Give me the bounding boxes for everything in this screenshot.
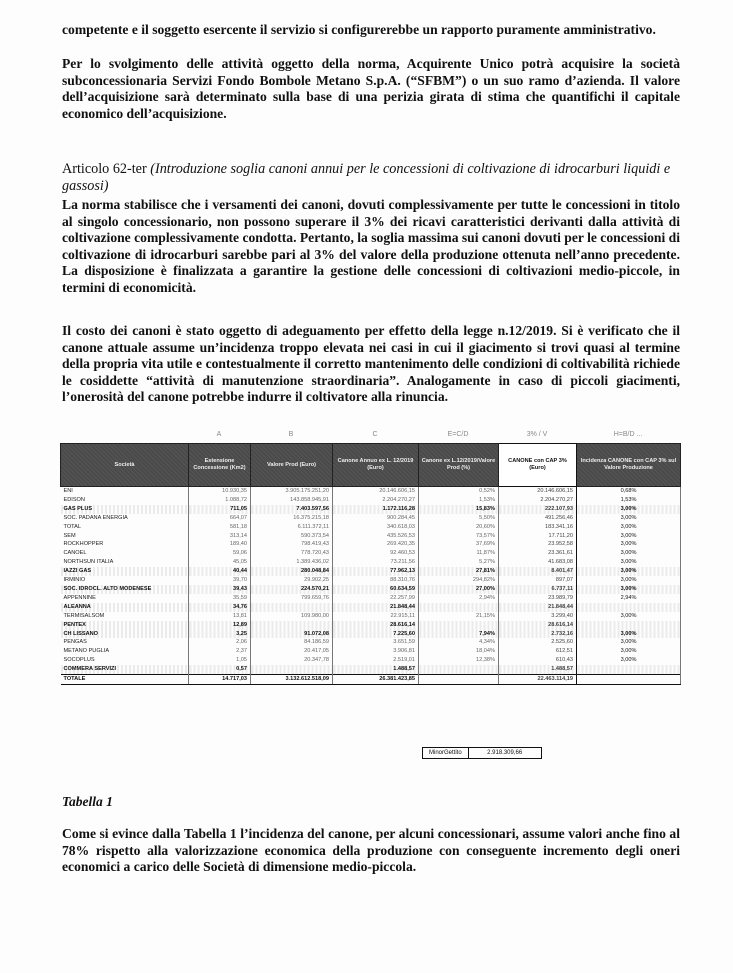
capped-fee-cell: 491.256,46 <box>499 514 577 523</box>
capped-fee-cell: 222.107,93 <box>499 505 577 514</box>
header-capped-incidence: Incidenza CANONE con CAP 3% sul Valore Produzione <box>577 444 681 487</box>
capped-fee-cell: 897,07 <box>499 576 577 585</box>
article-title: (Introduzione soglia canoni annui per le concessioni di coltivazione di idrocarburi liquidi e gassosi) <box>62 161 671 194</box>
total-cap-cell: 22.463.114,19 <box>499 675 577 685</box>
col-letter: A <box>216 431 222 438</box>
total-canone-cell: 26.381.423,85 <box>333 675 419 685</box>
extension-cell: 39,70 <box>189 576 251 585</box>
capped-incidence-cell: 1,53% <box>577 496 681 505</box>
extension-cell: 581,18 <box>189 523 251 532</box>
capped-incidence-cell: 3,00% <box>577 638 681 647</box>
table-row <box>61 514 681 523</box>
fee-ratio-cell <box>419 621 499 630</box>
annual-fee-cell: 2.204.270,27 <box>333 496 419 505</box>
capped-fee-cell: 17.711,20 <box>499 532 577 541</box>
annual-fee-cell: 2.519,01 <box>333 656 419 665</box>
header-production-value: Valore Prod (Euro) <box>251 444 333 487</box>
annual-fee-cell: 22.915,11 <box>333 612 419 621</box>
col-letter: H=B/D ... <box>613 431 643 438</box>
annual-fee-cell: 73.211,56 <box>333 558 419 567</box>
annual-fee-cell: 28.616,14 <box>333 621 419 630</box>
table-row <box>61 647 681 656</box>
paragraph-intro: competente e il soggetto esercente il servizio si configurerebbe un rapporto puramente amministrativo. <box>62 22 656 37</box>
production-value-cell: 224.570,21 <box>251 585 333 594</box>
total-km-cell: 14.717,03 <box>189 675 251 685</box>
fee-table <box>60 443 681 685</box>
production-value-cell: 280.048,84 <box>251 567 333 576</box>
production-value-cell: 84.186,59 <box>251 638 333 647</box>
capped-incidence-cell: 3,00% <box>577 567 681 576</box>
capped-incidence-cell <box>577 665 681 674</box>
company-cell: ENI <box>61 487 189 496</box>
annual-fee-cell: 340.618,03 <box>333 523 419 532</box>
company-cell: SOC. IDROCL. ALTO MODENESE <box>61 585 189 594</box>
col-letter: 3% / V <box>526 431 548 438</box>
capped-incidence-cell: 3,00% <box>577 576 681 585</box>
company-cell: SOCOPLUS <box>61 656 189 665</box>
paragraph-conclusion: Come si evince dalla Tabella 1 l’incidenza del canone, per alcuni concessionari, assume valori anche fino al 78% rispetto alla valorizzazione economica della produzione con conseguente incremento degli oneri economici a carico delle Società di dimensione medio-piccola. <box>62 826 680 875</box>
total-label-cell: TOTALE <box>61 675 189 685</box>
fee-ratio-cell: 1,53% <box>419 496 499 505</box>
table-row <box>61 496 681 505</box>
capped-fee-cell: 2.732,16 <box>499 630 577 639</box>
extension-cell: 664,07 <box>189 514 251 523</box>
production-value-cell: 91.072,08 <box>251 630 333 639</box>
table-row <box>61 549 681 558</box>
fee-ratio-cell: 5,27% <box>419 558 499 567</box>
table-row <box>61 630 681 639</box>
col-letter: E=C/D <box>447 431 469 438</box>
fee-ratio-cell: 15,83% <box>419 505 499 514</box>
company-cell: NORTHSUN ITALIA <box>61 558 189 567</box>
extension-cell: 2,37 <box>189 647 251 656</box>
table-row <box>61 558 681 567</box>
header-extension: Estensione Concessione (Km2) <box>189 444 251 487</box>
capped-incidence-cell: 3,00% <box>577 558 681 567</box>
extension-cell: 35,59 <box>189 594 251 603</box>
table-row <box>61 505 681 514</box>
fee-ratio-cell: 7,94% <box>419 630 499 639</box>
production-value-cell: 798.419,43 <box>251 540 333 549</box>
table-row <box>61 612 681 621</box>
table-row <box>61 656 681 665</box>
production-value-cell: 143.858.945,91 <box>251 496 333 505</box>
fee-ratio-cell: 21,15% <box>419 612 499 621</box>
production-value-cell: 1.389.436,02 <box>251 558 333 567</box>
extension-cell: 711,05 <box>189 505 251 514</box>
col-letter: B <box>288 431 294 438</box>
extension-cell: 10.930,35 <box>189 487 251 496</box>
capped-incidence-cell: 3,00% <box>577 540 681 549</box>
annual-fee-cell: 900.284,45 <box>333 514 419 523</box>
fee-ratio-cell <box>419 665 499 674</box>
extension-cell: 0,57 <box>189 665 251 674</box>
capped-incidence-cell: 3,00% <box>577 505 681 514</box>
company-cell: COMMERA SERVIZI <box>61 665 189 674</box>
annual-fee-cell: 1.172.116,28 <box>333 505 419 514</box>
fee-ratio-cell: 27,00% <box>419 585 499 594</box>
production-value-cell <box>251 603 333 612</box>
capped-fee-cell: 23.361,61 <box>499 549 577 558</box>
capped-incidence-cell: 3,00% <box>577 612 681 621</box>
capped-fee-cell: 612,51 <box>499 647 577 656</box>
capped-fee-cell: 3.299,40 <box>499 612 577 621</box>
company-cell: IRMINIO <box>61 576 189 585</box>
production-value-cell: 29.902,25 <box>251 576 333 585</box>
production-value-cell <box>251 621 333 630</box>
capped-incidence-cell: 3,00% <box>577 514 681 523</box>
fee-ratio-cell: 4,34% <box>419 638 499 647</box>
capped-incidence-cell: 3,00% <box>577 532 681 541</box>
production-value-cell <box>251 665 333 674</box>
paragraph-costs: Il costo dei canoni è stato oggetto di adeguamento per effetto della legge n.12/2019. Si è verificato che il canone attuale assume un’incidenza troppo elevata nei casi in cui il giacimento si trovi quasi al termine della propria vita utile e contestualmente il corretto mantenimento delle condizioni di coltivabilità richiede le cosiddette “attività di manutenzione straordinaria”. Analogamente in caso di piccoli giacimenti, l’onerosità del canone potrebbe indurre il coltivatore alla rinuncia. <box>62 323 680 405</box>
extension-cell: 34,76 <box>189 603 251 612</box>
extension-cell: 313,14 <box>189 532 251 541</box>
capped-fee-cell: 41.683,08 <box>499 558 577 567</box>
capped-incidence-cell: 3,00% <box>577 647 681 656</box>
col-letter: C <box>372 431 378 438</box>
annual-fee-cell: 92.460,53 <box>333 549 419 558</box>
production-value-cell: 7.403.597,56 <box>251 505 333 514</box>
annual-fee-cell: 77.962,13 <box>333 567 419 576</box>
fee-table-wrapper <box>60 431 680 685</box>
total-prod-cell: 3.132.612.518,09 <box>251 675 333 685</box>
capped-fee-cell: 23.989,79 <box>499 594 577 603</box>
extension-cell: 1,05 <box>189 656 251 665</box>
table-row <box>61 532 681 541</box>
header-capped-fee: CANONE con CAP 3% (Euro) <box>499 444 577 487</box>
capped-fee-cell: 1.488,57 <box>499 665 577 674</box>
extension-cell: 1.088,72 <box>189 496 251 505</box>
extension-cell: 40,44 <box>189 567 251 576</box>
capped-incidence-cell: 3,00% <box>577 549 681 558</box>
annual-fee-cell: 269.420,35 <box>333 540 419 549</box>
company-cell: PENTEX <box>61 621 189 630</box>
production-value-cell: 20.347,78 <box>251 656 333 665</box>
capped-fee-cell: 2.204.270,27 <box>499 496 577 505</box>
minor-revenue-box <box>422 747 542 759</box>
annual-fee-cell: 7.225,60 <box>333 630 419 639</box>
capped-incidence-cell <box>577 621 681 630</box>
fee-ratio-cell: 73,57% <box>419 532 499 541</box>
fee-ratio-cell: 294,82% <box>419 576 499 585</box>
capped-fee-cell: 610,43 <box>499 656 577 665</box>
total-empty-cell <box>419 675 499 685</box>
production-value-cell: 590.373,54 <box>251 532 333 541</box>
company-cell: IAZZI GAS <box>61 567 189 576</box>
header-annual-fee: Canone Annuo ex L. 12/2019 (Euro) <box>333 444 419 487</box>
fee-ratio-cell <box>419 603 499 612</box>
extension-cell: 13,81 <box>189 612 251 621</box>
production-value-cell: 20.417,05 <box>251 647 333 656</box>
production-value-cell: 109.980,00 <box>251 612 333 621</box>
production-value-cell: 3.905.175.251,20 <box>251 487 333 496</box>
extension-cell: 3,25 <box>189 630 251 639</box>
production-value-cell: 6.111.372,11 <box>251 523 333 532</box>
annual-fee-cell: 88.310,76 <box>333 576 419 585</box>
company-cell: SOC. PADANA ENERGIA <box>61 514 189 523</box>
capped-fee-cell: 183.341,16 <box>499 523 577 532</box>
company-cell: METANO PUGLIA <box>61 647 189 656</box>
table-row <box>61 523 681 532</box>
company-cell: CANOEL <box>61 549 189 558</box>
table-row <box>61 585 681 594</box>
header-fee-ratio: Canone ex L.12/2019/Valore Prod (%) <box>419 444 499 487</box>
fee-ratio-cell: 12,38% <box>419 656 499 665</box>
extension-cell: 45,05 <box>189 558 251 567</box>
extension-cell: 189,40 <box>189 540 251 549</box>
table-row <box>61 621 681 630</box>
table-row <box>61 594 681 603</box>
production-value-cell: 778.720,43 <box>251 549 333 558</box>
minor-revenue-value: 2.918.309,66 <box>469 747 542 759</box>
annual-fee-cell: 3.651,59 <box>333 638 419 647</box>
annual-fee-cell: 435.526,53 <box>333 532 419 541</box>
table-header-row <box>61 444 681 487</box>
capped-fee-cell: 21.848,44 <box>499 603 577 612</box>
company-cell: TOTAL <box>61 523 189 532</box>
company-cell: APPENNINE <box>61 594 189 603</box>
fee-ratio-cell: 18,04% <box>419 647 499 656</box>
annual-fee-cell: 60.634,59 <box>333 585 419 594</box>
company-cell: EDISON <box>61 496 189 505</box>
production-value-cell: 16.375.215,18 <box>251 514 333 523</box>
table-body <box>61 487 681 685</box>
fee-ratio-cell: 37,69% <box>419 540 499 549</box>
fee-ratio-cell: 11,87% <box>419 549 499 558</box>
extension-cell: 59,06 <box>189 549 251 558</box>
fee-ratio-cell: 20,60% <box>419 523 499 532</box>
annual-fee-cell: 3.906,81 <box>333 647 419 656</box>
fee-ratio-cell: 0,52% <box>419 487 499 496</box>
capped-fee-cell: 8.401,47 <box>499 567 577 576</box>
article-heading <box>62 161 680 195</box>
capped-incidence-cell: 3,00% <box>577 656 681 665</box>
table-row <box>61 576 681 585</box>
annual-fee-cell: 20.146.606,15 <box>333 487 419 496</box>
capped-incidence-cell: 3,00% <box>577 523 681 532</box>
capped-incidence-cell: 3,00% <box>577 585 681 594</box>
company-cell: PENGAS <box>61 638 189 647</box>
annual-fee-cell: 1.488,57 <box>333 665 419 674</box>
capped-incidence-cell: 2,94% <box>577 594 681 603</box>
table-caption: Tabella 1 <box>62 794 113 809</box>
fee-ratio-cell: 27,81% <box>419 567 499 576</box>
table-row <box>61 540 681 549</box>
company-cell: TERMISALSOM <box>61 612 189 621</box>
capped-fee-cell: 28.616,14 <box>499 621 577 630</box>
table-row <box>61 603 681 612</box>
table-row <box>61 567 681 576</box>
capped-fee-cell: 20.146.606,15 <box>499 487 577 496</box>
table-row <box>61 665 681 674</box>
fee-ratio-cell: 5,50% <box>419 514 499 523</box>
annual-fee-cell: 21.848,44 <box>333 603 419 612</box>
header-company: Società <box>61 444 189 487</box>
production-value-cell: 799.659,76 <box>251 594 333 603</box>
annual-fee-cell: 22.257,99 <box>333 594 419 603</box>
capped-incidence-cell: 0,68% <box>577 487 681 496</box>
extension-cell: 2,06 <box>189 638 251 647</box>
total-empty-cell <box>577 675 681 685</box>
table-total-row <box>61 675 681 685</box>
extension-cell: 39,43 <box>189 585 251 594</box>
company-cell: ROCKHOPPER <box>61 540 189 549</box>
article-number: Articolo 62-ter <box>62 161 147 177</box>
minor-revenue-label: MinorGettito <box>422 747 469 759</box>
capped-fee-cell: 23.952,58 <box>499 540 577 549</box>
extension-cell: 12,89 <box>189 621 251 630</box>
paragraph-norm: La norma stabilisce che i versamenti dei canoni, dovuti complessivamente per tutte le concessioni in titolo al singolo concessionario, non possono superare il 3% dei ricavi caratteristici derivanti dalla attività di coltivazione complessivamente condotta. Pertanto, la soglia massima sui canoni dovuti per le concessioni di coltivazione di idrocarburi sarebbe pari al 3% del valore della produzione ottenuta nell’anno precedente. La disposizione è finalizzata a garantire la gestione delle concessioni di coltivazioni medio-piccole, in termini di economicità. <box>62 197 680 295</box>
column-letters <box>60 431 680 443</box>
table-row <box>61 487 681 496</box>
table-row <box>61 638 681 647</box>
capped-incidence-cell: 3,00% <box>577 630 681 639</box>
capped-fee-cell: 6.737,11 <box>499 585 577 594</box>
col-letter <box>60 431 188 443</box>
company-cell: SEM <box>61 532 189 541</box>
capped-fee-cell: 2.525,60 <box>499 638 577 647</box>
company-cell: CH LISSANO <box>61 630 189 639</box>
company-cell: GAS PLUS <box>61 505 189 514</box>
paragraph-acquisition: Per lo svolgimento delle attività oggetto della norma, Acquirente Unico potrà acquisire la società subconcessionaria Servizi Fondo Bombole Metano S.p.A. (“SFBM”) o un suo ramo d’azienda. Il valore dell’acquisizione sarà determinato sulla base di una perizia girata di stima che quantifichi il capitale economico dell’acquisizione. <box>62 56 680 121</box>
fee-ratio-cell: 2,94% <box>419 594 499 603</box>
company-cell: ALEANNA <box>61 603 189 612</box>
capped-incidence-cell <box>577 603 681 612</box>
